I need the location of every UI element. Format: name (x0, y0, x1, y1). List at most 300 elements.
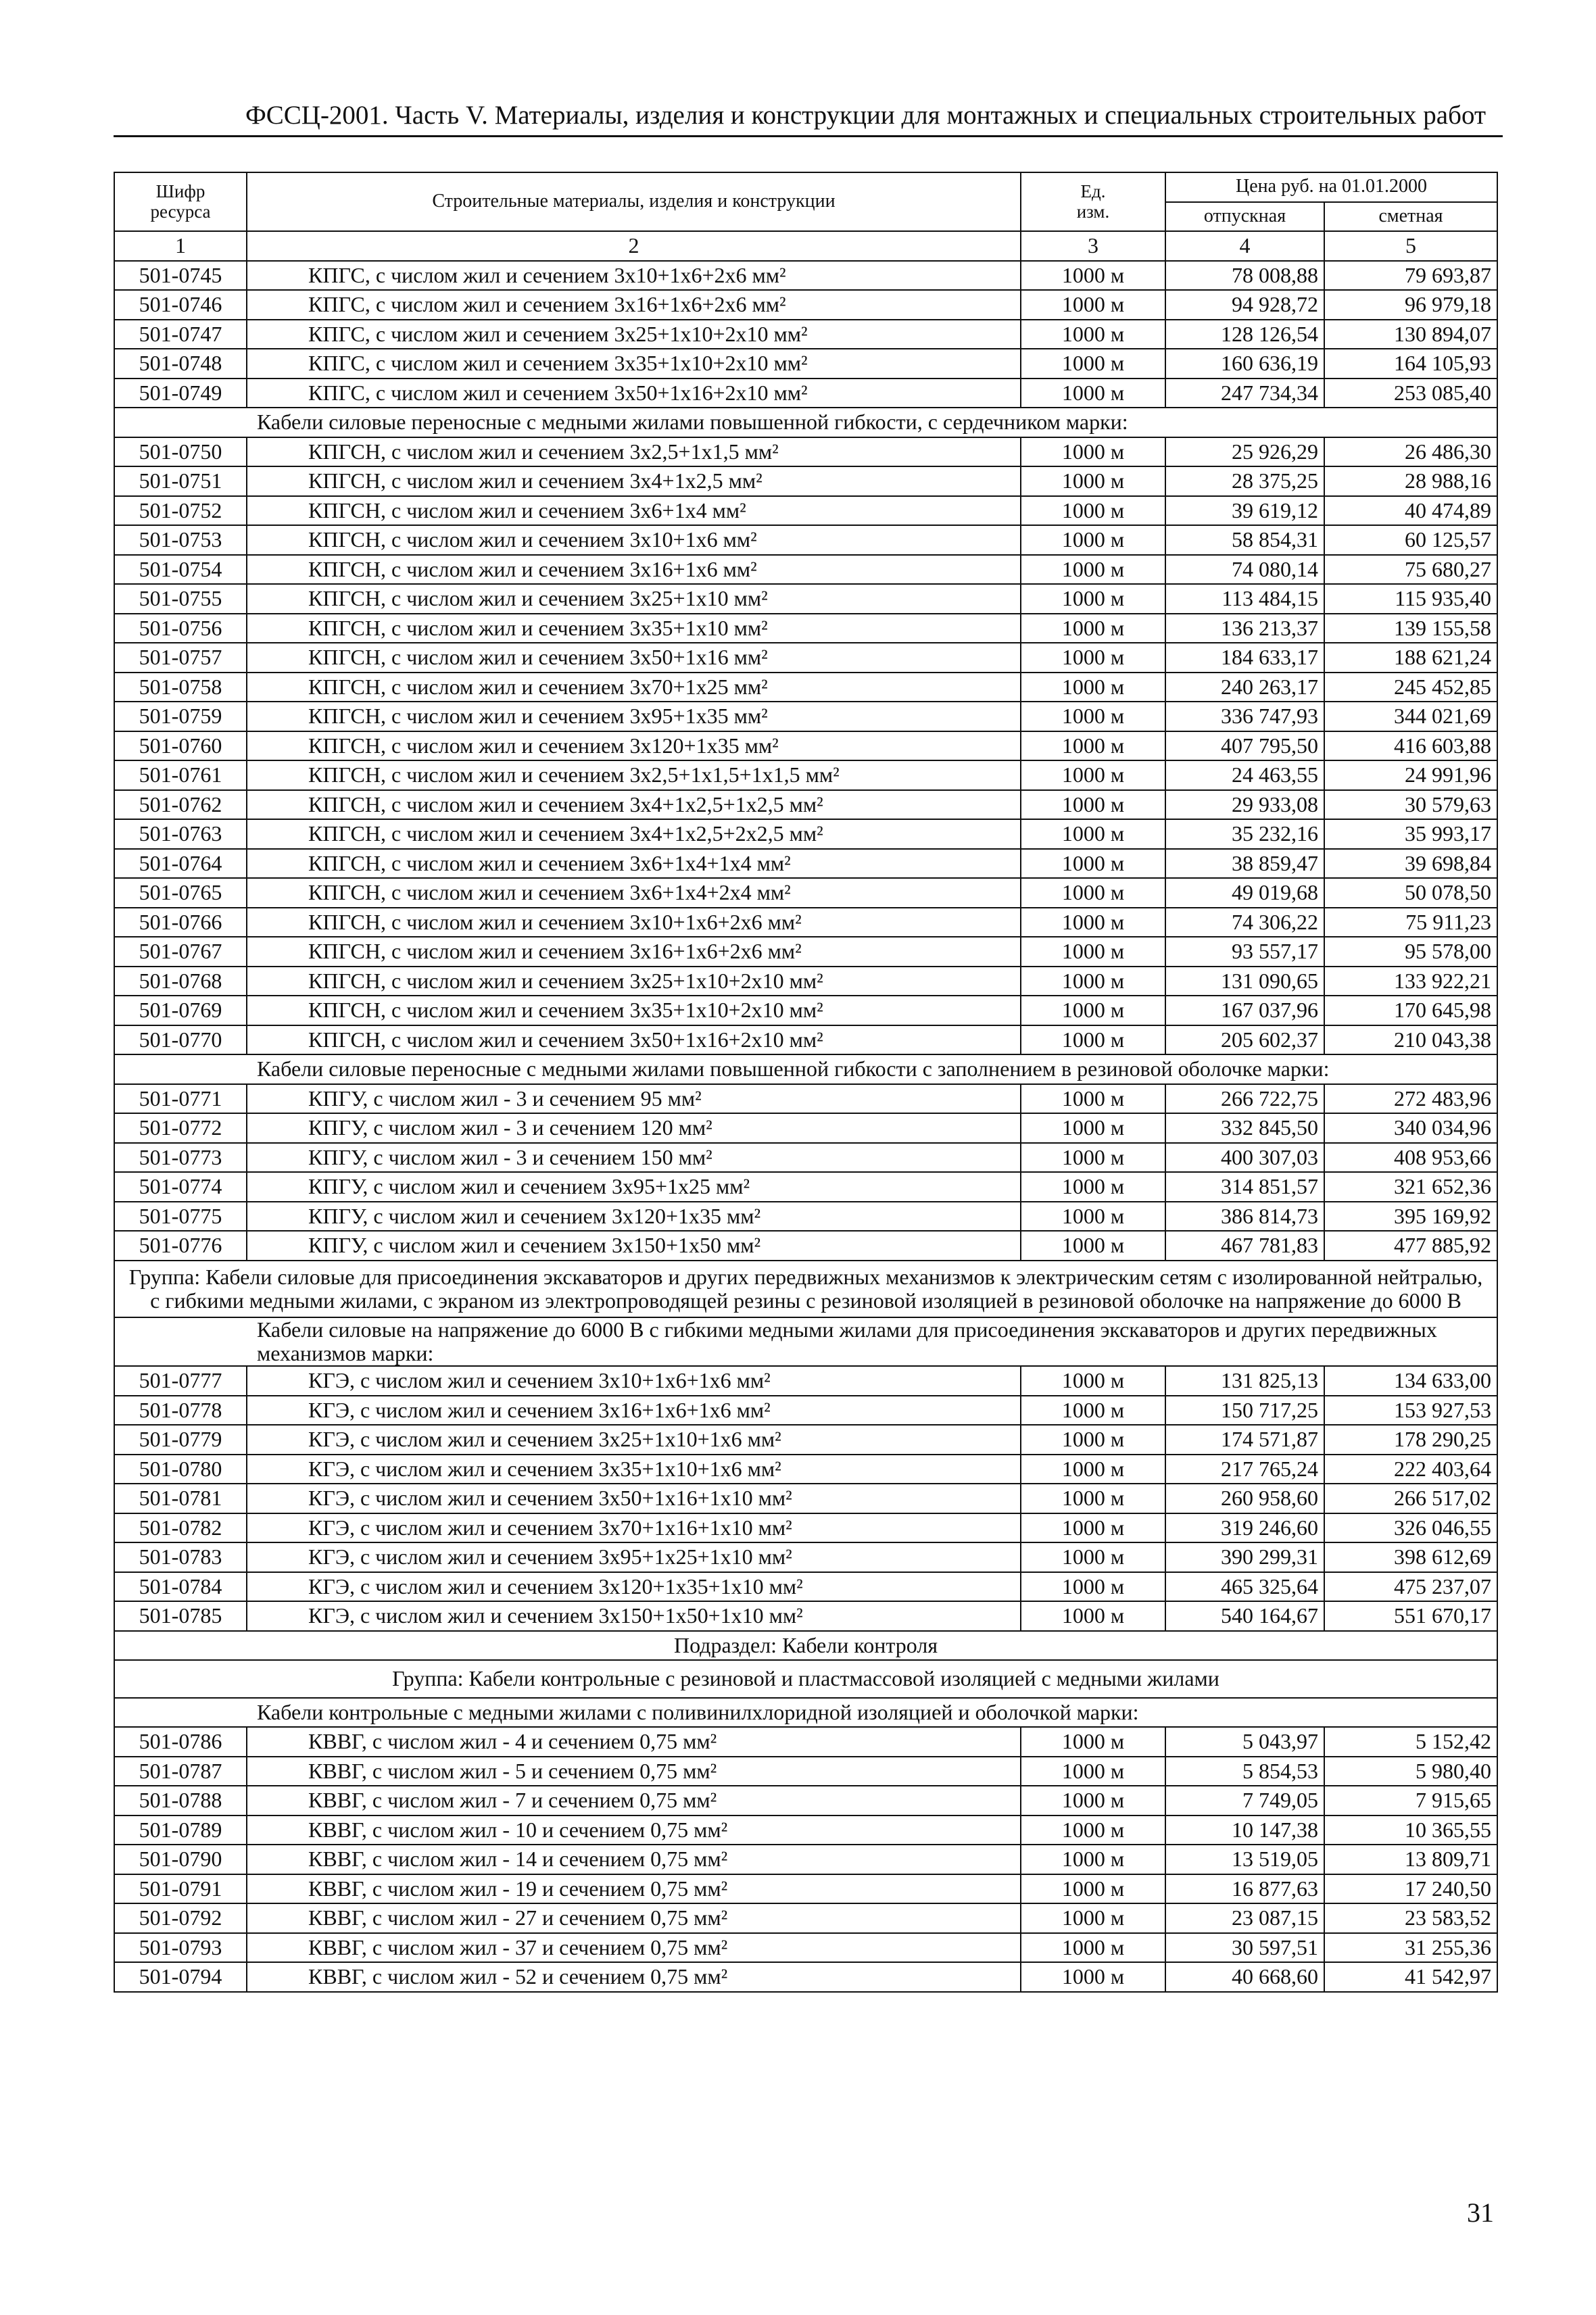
price-release: 78 008,88 (1165, 261, 1324, 291)
resource-code: 501-0781 (114, 1484, 247, 1513)
unit: 1000 м (1021, 702, 1165, 731)
material-name: КПГУ, с числом жил и сечением 3х95+1х25 мм² (247, 1172, 1021, 1202)
unit: 1000 м (1021, 1202, 1165, 1232)
price-estimate: 39 698,84 (1324, 849, 1497, 879)
price-estimate: 253 085,40 (1324, 379, 1497, 408)
material-name: КПГСН, с числом жил и сечением 3х25+1х10 мм² (247, 584, 1021, 614)
table-row (114, 1202, 1497, 1232)
price-estimate: 30 579,63 (1324, 790, 1497, 820)
table-row (114, 1231, 1497, 1261)
material-name: КВВГ, с числом жил - 10 и сечением 0,75 мм² (247, 1816, 1021, 1845)
table-row (114, 673, 1497, 702)
resource-code: 501-0793 (114, 1933, 247, 1963)
price-release: 28 375,25 (1165, 466, 1324, 496)
table-row (114, 1084, 1497, 1114)
unit: 1000 м (1021, 261, 1165, 291)
unit: 1000 м (1021, 673, 1165, 702)
resource-code: 501-0759 (114, 702, 247, 731)
price-estimate: 133 922,21 (1324, 967, 1497, 996)
unit: 1000 м (1021, 525, 1165, 555)
resource-code: 501-0775 (114, 1202, 247, 1232)
material-name: КГЭ, с числом жил и сечением 3х16+1х6+1х6 мм² (247, 1396, 1021, 1425)
price-estimate: 344 021,69 (1324, 702, 1497, 731)
unit: 1000 м (1021, 1396, 1165, 1425)
header-price-estimate: сметная (1324, 202, 1497, 232)
resource-code: 501-0789 (114, 1816, 247, 1845)
group-row (114, 1261, 1497, 1317)
table-row (114, 1455, 1497, 1484)
price-estimate: 178 290,25 (1324, 1425, 1497, 1455)
table-row (114, 349, 1497, 379)
price-release: 131 090,65 (1165, 967, 1324, 996)
material-name: КПГСН, с числом жил и сечением 3х4+1х2,5+1х2,5 мм² (247, 790, 1021, 820)
price-release: 160 636,19 (1165, 349, 1324, 379)
price-estimate: 188 621,24 (1324, 643, 1497, 673)
resource-code: 501-0779 (114, 1425, 247, 1455)
price-release: 205 602,37 (1165, 1025, 1324, 1055)
unit: 1000 м (1021, 584, 1165, 614)
table-row (114, 1025, 1497, 1055)
table-row (114, 1143, 1497, 1173)
price-estimate: 395 169,92 (1324, 1202, 1497, 1232)
price-release: 29 933,08 (1165, 790, 1324, 820)
price-estimate: 5 152,42 (1324, 1727, 1497, 1757)
material-name: КВВГ, с числом жил - 4 и сечением 0,75 мм² (247, 1727, 1021, 1757)
table-row (114, 466, 1497, 496)
unit: 1000 м (1021, 1366, 1165, 1396)
table-row (114, 1903, 1497, 1933)
resource-code: 501-0782 (114, 1513, 247, 1543)
price-release: 128 126,54 (1165, 320, 1324, 349)
unit: 1000 м (1021, 967, 1165, 996)
resource-code: 501-0753 (114, 525, 247, 555)
resource-code: 501-0767 (114, 937, 247, 967)
table-row (114, 379, 1497, 408)
price-release: 74 306,22 (1165, 908, 1324, 937)
material-name: КПГУ, с числом жил - 3 и сечением 95 мм² (247, 1084, 1021, 1114)
resource-code: 501-0777 (114, 1366, 247, 1396)
price-estimate: 10 365,55 (1324, 1816, 1497, 1845)
table-row (114, 1542, 1497, 1572)
price-release: 10 147,38 (1165, 1816, 1324, 1845)
material-name: КПГСН, с числом жил и сечением 3х2,5+1х1,5 мм² (247, 437, 1021, 467)
price-estimate: 75 911,23 (1324, 908, 1497, 937)
subtitle-text: Кабели контрольные с медными жилами с поливинилхлоридной изоляцией и оболочкой марки: (114, 1698, 1497, 1728)
price-estimate: 416 603,88 (1324, 731, 1497, 761)
price-estimate: 321 652,36 (1324, 1172, 1497, 1202)
subtitle-wrap-row (114, 1317, 1497, 1366)
unit: 1000 м (1021, 1572, 1165, 1602)
unit: 1000 м (1021, 1903, 1165, 1933)
table-row (114, 496, 1497, 526)
column-number: 3 (1021, 231, 1165, 261)
unit: 1000 м (1021, 466, 1165, 496)
header-price-release: отпускная (1165, 202, 1324, 232)
material-name: КГЭ, с числом жил и сечением 3х10+1х6+1х6 мм² (247, 1366, 1021, 1396)
table-row (114, 1113, 1497, 1143)
material-name: КПГУ, с числом жил и сечением 3х150+1х50 мм² (247, 1231, 1021, 1261)
table-row (114, 731, 1497, 761)
price-release: 113 484,15 (1165, 584, 1324, 614)
table-header-row-1 (114, 172, 1497, 202)
material-name: КПГС, с числом жил и сечением 3х50+1х16+2х10 мм² (247, 379, 1021, 408)
material-name: КВВГ, с числом жил - 7 и сечением 0,75 мм² (247, 1786, 1021, 1816)
material-name: КГЭ, с числом жил и сечением 3х50+1х16+1х10 мм² (247, 1484, 1021, 1513)
column-number: 5 (1324, 231, 1497, 261)
price-estimate: 245 452,85 (1324, 673, 1497, 702)
material-name: КПГСН, с числом жил и сечением 3х50+1х16 мм² (247, 643, 1021, 673)
price-release: 332 845,50 (1165, 1113, 1324, 1143)
table-row (114, 643, 1497, 673)
price-release: 40 668,60 (1165, 1962, 1324, 1992)
resource-code: 501-0760 (114, 731, 247, 761)
material-name: КВВГ, с числом жил - 52 и сечением 0,75 мм² (247, 1962, 1021, 1992)
material-name: КПГСН, с числом жил и сечением 3х70+1х25 мм² (247, 673, 1021, 702)
resource-code: 501-0771 (114, 1084, 247, 1114)
resource-code: 501-0755 (114, 584, 247, 614)
header-rule (114, 135, 1503, 137)
resource-code: 501-0766 (114, 908, 247, 937)
material-name: КПГСН, с числом жил и сечением 3х10+1х6+2х6 мм² (247, 908, 1021, 937)
price-release: 540 164,67 (1165, 1601, 1324, 1631)
unit: 1000 м (1021, 437, 1165, 467)
material-name: КВВГ, с числом жил - 14 и сечением 0,75 мм² (247, 1845, 1021, 1874)
unit: 1000 м (1021, 937, 1165, 967)
header-unit: Ед. изм. (1021, 172, 1165, 231)
table-row (114, 290, 1497, 320)
unit: 1000 м (1021, 731, 1165, 761)
unit: 1000 м (1021, 555, 1165, 585)
material-name: КПГСН, с числом жил и сечением 3х6+1х4+2х4 мм² (247, 878, 1021, 908)
material-name: КПГСН, с числом жил и сечением 3х16+1х6+2х6 мм² (247, 937, 1021, 967)
price-estimate: 115 935,40 (1324, 584, 1497, 614)
header-code: Шифр ресурса (114, 172, 247, 231)
price-estimate: 398 612,69 (1324, 1542, 1497, 1572)
resource-code: 501-0761 (114, 760, 247, 790)
resource-code: 501-0780 (114, 1455, 247, 1484)
material-name: КПГСН, с числом жил и сечением 3х25+1х10+2х10 мм² (247, 967, 1021, 996)
resource-code: 501-0750 (114, 437, 247, 467)
price-release: 336 747,93 (1165, 702, 1324, 731)
resource-code: 501-0786 (114, 1727, 247, 1757)
page-number: 31 (1467, 2197, 1494, 2228)
price-release: 131 825,13 (1165, 1366, 1324, 1396)
price-release: 13 519,05 (1165, 1845, 1324, 1874)
table-row (114, 702, 1497, 731)
price-release: 16 877,63 (1165, 1874, 1324, 1904)
material-name: КПГС, с числом жил и сечением 3х16+1х6+2х6 мм² (247, 290, 1021, 320)
price-estimate: 26 486,30 (1324, 437, 1497, 467)
price-estimate: 60 125,57 (1324, 525, 1497, 555)
price-release: 240 263,17 (1165, 673, 1324, 702)
material-name: КГЭ, с числом жил и сечением 3х25+1х10+1х6 мм² (247, 1425, 1021, 1455)
material-name: КГЭ, с числом жил и сечением 3х70+1х16+1х10 мм² (247, 1513, 1021, 1543)
resource-code: 501-0778 (114, 1396, 247, 1425)
unit: 1000 м (1021, 1933, 1165, 1963)
price-release: 184 633,17 (1165, 643, 1324, 673)
price-estimate: 28 988,16 (1324, 466, 1497, 496)
resource-code: 501-0757 (114, 643, 247, 673)
price-release: 24 463,55 (1165, 760, 1324, 790)
column-number: 4 (1165, 231, 1324, 261)
resource-code: 501-0769 (114, 996, 247, 1025)
price-estimate: 75 680,27 (1324, 555, 1497, 585)
table-row (114, 760, 1497, 790)
unit: 1000 м (1021, 1962, 1165, 1992)
price-release: 136 213,37 (1165, 614, 1324, 643)
unit: 1000 м (1021, 1757, 1165, 1786)
unit: 1000 м (1021, 790, 1165, 820)
material-name: КГЭ, с числом жил и сечением 3х35+1х10+1х6 мм² (247, 1455, 1021, 1484)
table-row (114, 1366, 1497, 1396)
price-estimate: 551 670,17 (1324, 1601, 1497, 1631)
material-name: КПГСН, с числом жил и сечением 3х4+1х2,5 мм² (247, 466, 1021, 496)
unit: 1000 м (1021, 1025, 1165, 1055)
price-release: 467 781,83 (1165, 1231, 1324, 1261)
material-name: КВВГ, с числом жил - 19 и сечением 0,75 мм² (247, 1874, 1021, 1904)
price-release: 49 019,68 (1165, 878, 1324, 908)
column-number: 2 (247, 231, 1021, 261)
table-row (114, 1816, 1497, 1845)
price-estimate: 326 046,55 (1324, 1513, 1497, 1543)
unit: 1000 м (1021, 1425, 1165, 1455)
section-row (114, 1631, 1497, 1661)
unit: 1000 м (1021, 320, 1165, 349)
header-price: Цена руб. на 01.01.2000 (1165, 172, 1497, 202)
price-release: 93 557,17 (1165, 937, 1324, 967)
resource-code: 501-0763 (114, 819, 247, 849)
unit: 1000 м (1021, 819, 1165, 849)
price-estimate: 95 578,00 (1324, 937, 1497, 967)
table-body (114, 261, 1497, 1992)
table-row (114, 525, 1497, 555)
material-name: КПГСН, с числом жил и сечением 3х6+1х4+1х4 мм² (247, 849, 1021, 879)
resource-code: 501-0749 (114, 379, 247, 408)
unit: 1000 м (1021, 1231, 1165, 1261)
price-release: 23 087,15 (1165, 1903, 1324, 1933)
unit: 1000 м (1021, 1172, 1165, 1202)
price-estimate: 41 542,97 (1324, 1962, 1497, 1992)
price-estimate: 40 474,89 (1324, 496, 1497, 526)
resource-code: 501-0745 (114, 261, 247, 291)
unit: 1000 м (1021, 1084, 1165, 1114)
unit: 1000 м (1021, 1874, 1165, 1904)
table-row (114, 849, 1497, 879)
table-row (114, 614, 1497, 643)
resource-code: 501-0762 (114, 790, 247, 820)
page-header: ФССЦ-2001. Часть V. Материалы, изделия и конструкции для монтажных и специальных строительных работ (245, 101, 1486, 130)
price-estimate: 139 155,58 (1324, 614, 1497, 643)
unit: 1000 м (1021, 1143, 1165, 1173)
table-row (114, 261, 1497, 291)
table-row (114, 937, 1497, 967)
unit: 1000 м (1021, 1786, 1165, 1816)
price-estimate: 475 237,07 (1324, 1572, 1497, 1602)
unit: 1000 м (1021, 908, 1165, 937)
material-name: КПГСН, с числом жил и сечением 3х50+1х16+2х10 мм² (247, 1025, 1021, 1055)
resource-code: 501-0758 (114, 673, 247, 702)
table-row (114, 1172, 1497, 1202)
table-row (114, 555, 1497, 585)
unit: 1000 м (1021, 643, 1165, 673)
material-name: КПГС, с числом жил и сечением 3х25+1х10+2х10 мм² (247, 320, 1021, 349)
material-name: КПГУ, с числом жил - 3 и сечением 150 мм² (247, 1143, 1021, 1173)
table-row (114, 584, 1497, 614)
material-name: КПГС, с числом жил и сечением 3х35+1х10+2х10 мм² (247, 349, 1021, 379)
table-row (114, 790, 1497, 820)
resource-code: 501-0764 (114, 849, 247, 879)
resource-code: 501-0785 (114, 1601, 247, 1631)
subtitle-text: Кабели силовые переносные с медными жилами повышенной гибкости, с сердечником марки: (114, 408, 1497, 437)
table-row (114, 1874, 1497, 1904)
resource-code: 501-0754 (114, 555, 247, 585)
unit: 1000 м (1021, 1542, 1165, 1572)
price-estimate: 130 894,07 (1324, 320, 1497, 349)
price-estimate: 170 645,98 (1324, 996, 1497, 1025)
material-name: КПГС, с числом жил и сечением 3х10+1х6+2х6 мм² (247, 261, 1021, 291)
price-release: 407 795,50 (1165, 731, 1324, 761)
table-row (114, 1425, 1497, 1455)
unit: 1000 м (1021, 1513, 1165, 1543)
table-row (114, 1786, 1497, 1816)
price-release: 5 854,53 (1165, 1757, 1324, 1786)
price-release: 217 765,24 (1165, 1455, 1324, 1484)
price-estimate: 7 915,65 (1324, 1786, 1497, 1816)
material-name: КВВГ, с числом жил - 27 и сечением 0,75 мм² (247, 1903, 1021, 1933)
table-row (114, 1513, 1497, 1543)
unit: 1000 м (1021, 1484, 1165, 1513)
material-name: КВВГ, с числом жил - 5 и сечением 0,75 мм² (247, 1757, 1021, 1786)
resource-code: 501-0770 (114, 1025, 247, 1055)
price-estimate: 17 240,50 (1324, 1874, 1497, 1904)
price-release: 25 926,29 (1165, 437, 1324, 467)
column-number-row (114, 231, 1497, 261)
group-text: Группа: Кабели контрольные с резиновой и пластмассовой изоляцией с медными жилами (114, 1660, 1497, 1698)
table-row (114, 878, 1497, 908)
unit: 1000 м (1021, 614, 1165, 643)
price-release: 39 619,12 (1165, 496, 1324, 526)
table-row (114, 1845, 1497, 1874)
material-name: КГЭ, с числом жил и сечением 3х150+1х50+1х10 мм² (247, 1601, 1021, 1631)
unit: 1000 м (1021, 760, 1165, 790)
material-name: КПГСН, с числом жил и сечением 3х6+1х4 мм² (247, 496, 1021, 526)
unit: 1000 м (1021, 1455, 1165, 1484)
unit: 1000 м (1021, 878, 1165, 908)
resource-code: 501-0768 (114, 967, 247, 996)
subtitle-wrap-text: Кабели силовые на напряжение до 6000 В с гибкими медными жилами для присоединения экскаваторов и других передвижных механизмов марки: (114, 1317, 1497, 1366)
table-row (114, 1396, 1497, 1425)
resource-code: 501-0772 (114, 1113, 247, 1143)
table-row (114, 996, 1497, 1025)
resource-code: 501-0783 (114, 1542, 247, 1572)
resource-code: 501-0747 (114, 320, 247, 349)
unit: 1000 м (1021, 849, 1165, 879)
price-release: 390 299,31 (1165, 1542, 1324, 1572)
price-estimate: 272 483,96 (1324, 1084, 1497, 1114)
resource-code: 501-0776 (114, 1231, 247, 1261)
material-name: КПГСН, с числом жил и сечением 3х4+1х2,5+2х2,5 мм² (247, 819, 1021, 849)
subtitle-wrap-row (114, 1054, 1497, 1084)
price-estimate: 35 993,17 (1324, 819, 1497, 849)
price-release: 260 958,60 (1165, 1484, 1324, 1513)
price-estimate: 134 633,00 (1324, 1366, 1497, 1396)
resource-code: 501-0752 (114, 496, 247, 526)
unit: 1000 м (1021, 1816, 1165, 1845)
price-estimate: 31 255,36 (1324, 1933, 1497, 1963)
resource-code: 501-0794 (114, 1962, 247, 1992)
price-release: 314 851,57 (1165, 1172, 1324, 1202)
subtitle-wrap-text: Кабели силовые переносные с медными жилами повышенной гибкости с заполнением в резиновой оболочке марки: (114, 1054, 1497, 1084)
price-estimate: 164 105,93 (1324, 349, 1497, 379)
resource-code: 501-0790 (114, 1845, 247, 1874)
price-release: 266 722,75 (1165, 1084, 1324, 1114)
resource-code: 501-0791 (114, 1874, 247, 1904)
material-name: КГЭ, с числом жил и сечением 3х95+1х25+1х10 мм² (247, 1542, 1021, 1572)
material-name: КПГСН, с числом жил и сечением 3х35+1х10+2х10 мм² (247, 996, 1021, 1025)
price-estimate: 13 809,71 (1324, 1845, 1497, 1874)
table-row (114, 1727, 1497, 1757)
unit: 1000 м (1021, 496, 1165, 526)
price-estimate: 96 979,18 (1324, 290, 1497, 320)
table-row (114, 819, 1497, 849)
price-estimate: 210 043,38 (1324, 1025, 1497, 1055)
material-name: КПГСН, с числом жил и сечением 3х10+1х6 мм² (247, 525, 1021, 555)
price-estimate: 222 403,64 (1324, 1455, 1497, 1484)
price-release: 167 037,96 (1165, 996, 1324, 1025)
price-release: 319 246,60 (1165, 1513, 1324, 1543)
material-name: КВВГ, с числом жил - 37 и сечением 0,75 мм² (247, 1933, 1021, 1963)
price-release: 150 717,25 (1165, 1396, 1324, 1425)
price-estimate: 477 885,92 (1324, 1231, 1497, 1261)
resource-code: 501-0774 (114, 1172, 247, 1202)
unit: 1000 м (1021, 996, 1165, 1025)
table-row (114, 1933, 1497, 1963)
resource-code: 501-0748 (114, 349, 247, 379)
price-estimate: 24 991,96 (1324, 760, 1497, 790)
price-release: 30 597,51 (1165, 1933, 1324, 1963)
table-row (114, 1572, 1497, 1602)
subtitle-row (114, 1698, 1497, 1728)
resource-code: 501-0765 (114, 878, 247, 908)
price-release: 386 814,73 (1165, 1202, 1324, 1232)
price-release: 74 080,14 (1165, 555, 1324, 585)
price-estimate: 79 693,87 (1324, 261, 1497, 291)
resource-code: 501-0756 (114, 614, 247, 643)
price-release: 400 307,03 (1165, 1143, 1324, 1173)
group-row (114, 1660, 1497, 1698)
unit: 1000 м (1021, 1113, 1165, 1143)
material-name: КПГСН, с числом жил и сечением 3х120+1х35 мм² (247, 731, 1021, 761)
price-release: 7 749,05 (1165, 1786, 1324, 1816)
price-estimate: 5 980,40 (1324, 1757, 1497, 1786)
price-release: 5 043,97 (1165, 1727, 1324, 1757)
resource-code: 501-0784 (114, 1572, 247, 1602)
price-release: 58 854,31 (1165, 525, 1324, 555)
resource-code: 501-0751 (114, 466, 247, 496)
resource-code: 501-0788 (114, 1786, 247, 1816)
material-name: КГЭ, с числом жил и сечением 3х120+1х35+1х10 мм² (247, 1572, 1021, 1602)
table-row (114, 320, 1497, 349)
table-row (114, 1484, 1497, 1513)
section-text: Подраздел: Кабели контроля (114, 1631, 1497, 1661)
price-table (114, 172, 1498, 1993)
column-number: 1 (114, 231, 247, 261)
unit: 1000 м (1021, 1727, 1165, 1757)
table-row (114, 908, 1497, 937)
unit: 1000 м (1021, 290, 1165, 320)
table-row (114, 1962, 1497, 1992)
material-name: КПГСН, с числом жил и сечением 3х95+1х35 мм² (247, 702, 1021, 731)
